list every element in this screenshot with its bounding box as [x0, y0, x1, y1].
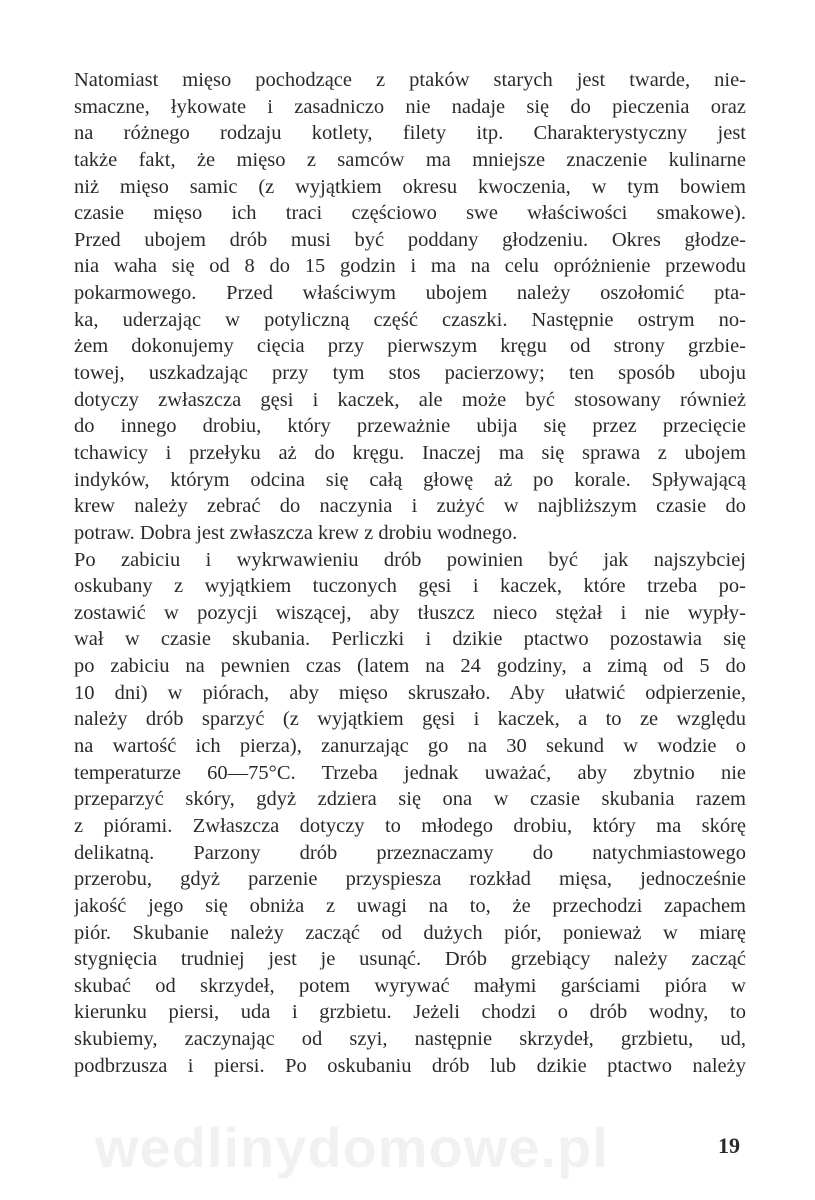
text-line: po zabiciu na pewnien czas (latem na 24 godziny, a zimą od 5 do [74, 655, 746, 678]
paragraph [74, 547, 746, 1080]
text-line: kierunku piersi, uda i grzbietu. Jeżeli chodzi o drób wodny, to [74, 1001, 746, 1024]
text-line: indyków, którym odcina się całą głowę aż po korale. Spływającą [74, 468, 746, 491]
text-line: nia waha się od 8 do 15 godzin i ma na celu opróżnienie przewodu [74, 255, 746, 278]
text-line: Przed ubojem drób musi być poddany głodzeniu. Okres głodze- [74, 228, 746, 251]
text-line: oskubany z wyjątkiem tuczonych gęsi i kaczek, które trzeba po- [74, 575, 746, 598]
text-line: tchawicy i przełyku aż do kręgu. Inaczej ma się sprawa z ubojem [74, 441, 746, 464]
text-line: krew należy zebrać do naczynia i zużyć w najbliższym czasie do [74, 495, 746, 518]
text-line: jakość jego się obniża z uwagi na to, że przechodzi zapachem [74, 894, 746, 917]
text-line: skubać od skrzydeł, potem wyrywać małymi garściami pióra w [74, 974, 746, 997]
text-line: smaczne, łykowate i zasadniczo nie nadaje się do pieczenia oraz [74, 95, 746, 118]
text-line: piór. Skubanie należy zacząć od dużych piór, ponieważ w miarę [74, 921, 746, 944]
paragraph [74, 67, 746, 547]
text-line: ka, uderzając w potyliczną część czaszki. Następnie ostrym no- [74, 308, 746, 331]
text-line: potraw. Dobra jest zwłaszcza krew z drobiu wodnego. [74, 521, 518, 544]
page-body [74, 67, 746, 1079]
text-line: żem dokonujemy cięcia przy pierwszym kręgu od strony grzbie- [74, 335, 746, 358]
text-line: przerobu, gdyż parzenie przyspiesza rozkład mięsa, jednocześnie [74, 868, 746, 891]
text-line: Po zabiciu i wykrwawieniu drób powinien być jak najszybciej [74, 548, 746, 571]
text-line: na różnego rodzaju kotlety, filety itp. Charakterystyczny jest [74, 122, 746, 145]
text-line: delikatną. Parzony drób przeznaczamy do natychmiastowego [74, 841, 746, 864]
text-line: czasie mięso ich traci częściowo swe właściwości smakowe). [74, 202, 746, 225]
text-line: przeparzyć skóry, gdyż zdziera się ona w czasie skubania razem [74, 788, 746, 811]
text-line: niż mięso samic (z wyjątkiem okresu kwoczenia, w tym bowiem [74, 175, 746, 198]
text-line: 10 dni) w piórach, aby mięso skruszało. Aby ułatwić odpierzenie, [74, 681, 746, 704]
text-line: na wartość ich pierza), zanurzając go na 30 sekund w wodzie o [74, 735, 746, 758]
text-line: zostawić w pozycji wiszącej, aby tłuszcz nieco stężał i nie wypły- [74, 601, 746, 624]
text-line: podbrzusza i piersi. Po oskubaniu drób lub dzikie ptactwo należy [74, 1054, 746, 1077]
text-line: do innego drobiu, który przeważnie ubija się przez przecięcie [74, 415, 746, 438]
text-line: dotyczy zwłaszcza gęsi i kaczek, ale może być stosowany również [74, 388, 746, 411]
text-line: skubiemy, zaczynając od szyi, następnie skrzydeł, grzbietu, ud, [74, 1028, 746, 1051]
text-line: także fakt, że mięso z samców ma mniejsze znaczenie kulinarne [74, 148, 746, 171]
text-line: Natomiast mięso pochodzące z ptaków starych jest twarde, nie- [74, 69, 746, 91]
text-line: należy drób sparzyć (z wyjątkiem gęsi i kaczek, a to ze względu [74, 708, 746, 731]
text-line: wał w czasie skubania. Perliczki i dzikie ptactwo pozostawia się [74, 628, 746, 651]
text-line: stygnięcia trudniej jest je usunąć. Drób grzebiący należy zacząć [74, 948, 746, 971]
text-line: towej, uszkadzając przy tym stos pacierzowy; ten sposób uboju [74, 362, 746, 385]
text-line: pokarmowego. Przed właściwym ubojem należy oszołomić pta- [74, 282, 746, 305]
watermark: wedlinydomowe.pl [95, 1116, 609, 1179]
text-line: temperaturze 60—75°C. Trzeba jednak uważać, aby zbytnio nie [74, 761, 746, 784]
page-number: 19 [718, 1133, 740, 1158]
text-line: z piórami. Zwłaszcza dotyczy to młodego drobiu, który ma skórę [74, 814, 746, 837]
